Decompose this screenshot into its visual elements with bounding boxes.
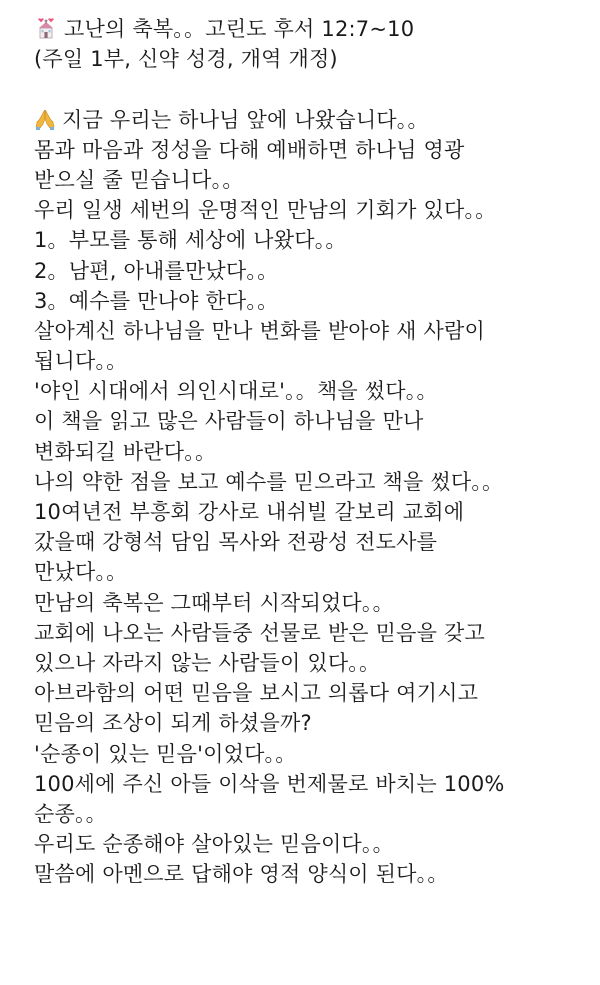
note-content xyxy=(34,14,586,889)
blank-line xyxy=(34,74,586,104)
body-line: 2。남편, 아내를만났다。。 xyxy=(34,258,279,283)
body-line: 우리도 순종해야 살아있는 믿음이다。。 xyxy=(34,832,394,857)
body-line: 교회에 나오는 사람들중 선물로 받은 믿음을 갖고 xyxy=(34,620,485,645)
church-with-hearts-icon xyxy=(34,17,58,47)
body-line: 만났다。。 xyxy=(34,560,128,585)
body-line: 변화되길 바란다。。 xyxy=(34,439,217,464)
body-line: 갔을때 강형석 담임 목사와 전광성 전도사를 xyxy=(34,530,438,555)
body-line: 아브라함의 어떤 믿음을 보시고 의롭다 여기시고 xyxy=(34,681,479,706)
body-line: 이 책을 읽고 많은 사람들이 하나님을 만나 xyxy=(34,409,424,434)
subtitle-line: (주일 1부, 신약 성경, 개역 개정) xyxy=(34,47,338,72)
praying-hands-icon xyxy=(34,108,56,138)
lead-text: 지금 우리는 하나님 앞에 나왔습니다。。 xyxy=(62,107,429,132)
body-line: '야인 시대에서 의인시대로'。。책을 썼다。。 xyxy=(34,379,438,404)
body-line: 3。예수를 만나야 한다。。 xyxy=(34,288,279,313)
body-line: 몸과 마음과 정성을 다해 예배하면 하나님 영광 xyxy=(34,137,465,162)
body-line: 말씀에 아멘으로 답해야 영적 양식이 된다。。 xyxy=(34,862,449,887)
body-line: 만남의 축복은 그때부터 시작되었다。。 xyxy=(34,590,394,615)
body-line: 나의 약한 점을 보고 예수를 믿으라고 책을 썼다。。 xyxy=(34,469,504,494)
body-line: 1。부모를 통해 세상에 나왔다。。 xyxy=(34,228,347,253)
title-line xyxy=(34,14,586,44)
page-title: 고난의 축복。。고린도 후서 12:7~10 xyxy=(64,17,415,41)
body-line: '순종이 있는 믿음'이었다。。 xyxy=(34,741,297,766)
body-line: 우리 일생 세번의 운명적인 만남의 기회가 있다。。 xyxy=(34,198,497,223)
body-line: 순종。。 xyxy=(34,801,107,826)
lead-line xyxy=(34,105,586,135)
body-line: 100세에 주신 아들 이삭을 번제물로 바치는 100% xyxy=(34,771,505,796)
body-lines xyxy=(34,135,586,890)
body-line: 됩니다。。 xyxy=(34,349,128,374)
body-line: 받으실 줄 믿습니다。。 xyxy=(34,167,244,192)
body-line: 믿음의 조상이 되게 하셨을까? xyxy=(34,711,312,736)
body-line: 살아계신 하나님을 만나 변화를 받아야 새 사람이 xyxy=(34,318,485,343)
body-line: 있으나 자라지 않는 사람들이 있다。。 xyxy=(34,650,381,675)
body-line: 10여년전 부흥회 강사로 내쉬빌 갈보리 교회에 xyxy=(34,500,465,524)
